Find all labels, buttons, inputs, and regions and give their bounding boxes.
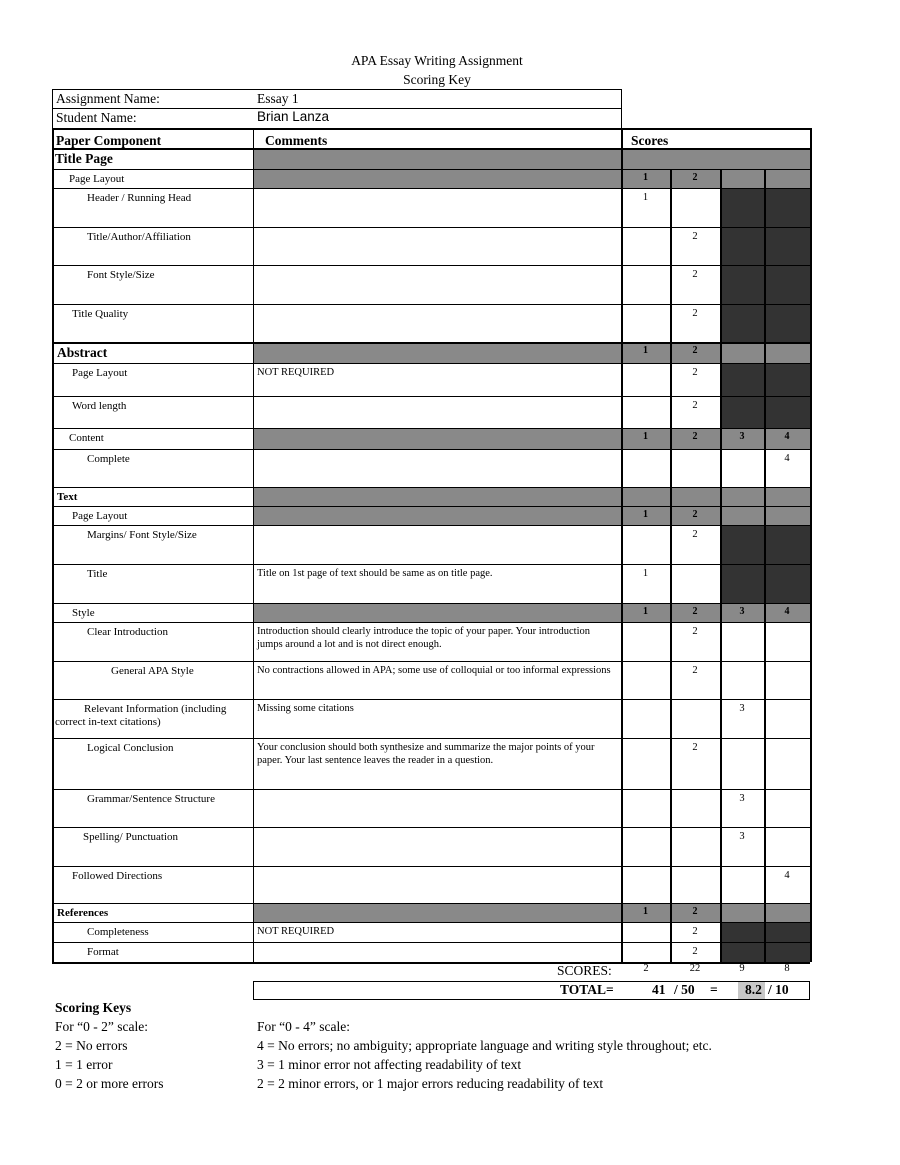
score-scale-number: 1 (643, 345, 648, 356)
score-scale-number: 4 (784, 606, 790, 617)
component-label: Font Style/Size (87, 269, 155, 281)
component-label: Margins/ Font Style/Size (87, 529, 197, 541)
score-scale-number: 4 (784, 431, 790, 442)
column-divider (52, 128, 54, 962)
row-score: 2 (692, 946, 698, 957)
score-scale-number: 3 (739, 431, 745, 442)
row-divider (52, 827, 810, 828)
column-header-comments: Comments (265, 133, 328, 148)
row-score: 2 (692, 742, 698, 753)
component-label: Followed Directions (72, 870, 163, 882)
section-band (253, 169, 810, 188)
score-column-divider (764, 169, 766, 962)
scaled-value: 8.2 (745, 982, 762, 997)
row-divider (52, 564, 810, 565)
na-cell (764, 942, 810, 962)
row-divider (52, 188, 810, 189)
section-heading: Title Page (55, 151, 113, 166)
student-name-value: Brian Lanza (257, 109, 330, 124)
row-divider (52, 487, 810, 488)
score-total-col-2: 22 (689, 963, 701, 974)
component-label: Title (87, 568, 108, 580)
component-label: General APA Style (111, 665, 194, 677)
score-scale-number: 1 (643, 906, 648, 917)
total-equals: = (710, 982, 718, 997)
component-label: Word length (72, 400, 127, 412)
row-divider (52, 169, 810, 170)
score-scale-number: 2 (692, 906, 698, 917)
row-comment: Your conclusion should both synthesize and summarize the major points of your paper. Your last sentence leaves the reader in a question. (257, 742, 595, 766)
row-divider (52, 304, 810, 305)
score-total-col-3: 9 (739, 963, 745, 974)
na-cell (720, 363, 764, 396)
row-divider (52, 603, 810, 604)
row-divider (52, 866, 810, 867)
row-divider (52, 738, 810, 739)
na-cell (764, 922, 810, 942)
score-scale-number: 1 (643, 509, 648, 520)
row-comment: Missing some citations (257, 703, 354, 714)
total-label: TOTAL= (560, 982, 614, 997)
row-score: 4 (784, 453, 790, 464)
na-cell (720, 265, 764, 304)
component-label: Format (87, 946, 119, 958)
assignment-name-label: Assignment Name: (56, 91, 160, 106)
row-comment: No contractions allowed in APA; some use of colloquial or too informal expressions (257, 665, 611, 676)
na-cell (764, 363, 810, 396)
component-label: Grammar/Sentence Structure (87, 793, 215, 805)
component-label: Logical Conclusion (87, 742, 174, 754)
row-comment: NOT REQUIRED (257, 926, 335, 937)
row-comment: Introduction should clearly introduce the topic of your paper. Your introduction jumps around a lot and is not direct enough. (257, 626, 591, 650)
row-score: 2 (692, 269, 698, 280)
scale-4-line: 3 = 1 minor error not affecting readability of text (257, 1057, 522, 1072)
na-cell (764, 227, 810, 265)
scale-2-line: 0 = 2 or more errors (55, 1076, 164, 1091)
score-scale-number: 2 (692, 345, 698, 356)
component-label: Header / Running Head (87, 192, 192, 204)
component-label: Title Quality (72, 308, 129, 320)
na-cell (764, 188, 810, 227)
section-band (253, 487, 810, 506)
scale-4-line: 4 = No errors; no ambiguity; appropriate language and writing style throughout; etc. (257, 1038, 712, 1053)
na-cell (764, 564, 810, 603)
row-divider (52, 942, 810, 943)
na-cell (720, 942, 764, 962)
row-score: 2 (692, 400, 698, 411)
row-divider (52, 265, 810, 266)
row-divider (52, 903, 810, 904)
assignment-name-value: Essay 1 (257, 91, 299, 106)
na-cell (764, 525, 810, 564)
row-divider (52, 449, 810, 450)
score-scale-number: 2 (692, 431, 698, 442)
na-cell (720, 396, 764, 428)
column-divider (621, 128, 623, 962)
score-column-divider (670, 169, 672, 962)
row-divider (52, 622, 810, 623)
row-divider (52, 699, 810, 700)
component-label: Completeness (87, 926, 149, 938)
row-score: 1 (642, 568, 649, 579)
row-divider (52, 922, 810, 923)
component-label: Complete (87, 453, 130, 465)
section-heading: Abstract (57, 345, 108, 360)
section-heading: Content (69, 432, 104, 444)
row-divider (52, 363, 810, 364)
column-divider (810, 128, 812, 962)
section-heading: Text (57, 491, 78, 503)
score-total-col-4: 8 (784, 963, 790, 974)
score-scale-number: 2 (692, 172, 698, 183)
score-scale-number: 3 (739, 606, 745, 617)
row-comment: NOT REQUIRED (257, 367, 335, 378)
score-total-col-1: 2 (643, 963, 649, 974)
row-divider (52, 396, 810, 397)
document-subtitle: Scoring Key (403, 72, 471, 87)
score-scale-number: 2 (692, 509, 698, 520)
section-heading: Page Layout (69, 173, 125, 185)
na-cell (720, 525, 764, 564)
row-score: 3 (739, 793, 745, 804)
row-score: 2 (692, 529, 698, 540)
na-cell (764, 396, 810, 428)
total-max: / 50 (674, 982, 695, 997)
document-title: APA Essay Writing Assignment (351, 53, 523, 68)
row-divider (52, 148, 810, 150)
total-value: 41 (652, 982, 666, 997)
scoring-keys-heading: Scoring Keys (55, 1000, 132, 1015)
na-cell (720, 188, 764, 227)
row-comment: Title on 1st page of text should be same as on title page. (257, 568, 493, 579)
component-label: Spelling/ Punctuation (83, 831, 179, 843)
section-band (253, 903, 810, 922)
scale-2-line: 1 = 1 error (55, 1057, 113, 1072)
section-heading: Page Layout (72, 510, 128, 522)
na-cell (764, 304, 810, 342)
component-label: Title/Author/Affiliation (87, 231, 191, 243)
row-divider (52, 428, 810, 429)
score-scale-number: 2 (692, 606, 698, 617)
na-cell (720, 304, 764, 342)
section-band (253, 506, 810, 525)
component-label: Clear Introduction (87, 626, 168, 638)
column-divider (253, 128, 254, 962)
score-scale-number: 1 (643, 606, 648, 617)
row-divider (52, 789, 810, 790)
scores-label: SCORES: (557, 963, 612, 978)
component-label: Page Layout (72, 367, 128, 379)
row-score: 3 (739, 831, 745, 842)
na-cell (764, 265, 810, 304)
column-header-scores: Scores (631, 133, 669, 148)
row-score: 2 (692, 308, 698, 319)
row-divider (52, 661, 810, 662)
row-score: 2 (692, 626, 698, 637)
row-score: 1 (642, 192, 649, 203)
row-divider (52, 506, 810, 507)
section-heading: Style (72, 607, 95, 619)
component-label: Relevant Information (including correct in-text citations) (55, 703, 227, 728)
scale-4-label: For “0 - 4” scale: (257, 1019, 350, 1034)
row-divider (52, 342, 810, 344)
score-scale-number: 1 (643, 431, 648, 442)
row-score: 2 (692, 231, 698, 242)
section-heading: References (57, 907, 109, 919)
na-cell (720, 922, 764, 942)
table-top-border (52, 128, 810, 130)
scale-2-label: For “0 - 2” scale: (55, 1019, 148, 1034)
row-score: 3 (739, 703, 745, 714)
row-score: 4 (784, 870, 790, 881)
student-name-label: Student Name: (56, 110, 137, 125)
section-band (253, 342, 810, 363)
scale-4-line: 2 = 2 minor errors, or 1 major errors reducing readability of text (257, 1076, 604, 1091)
row-score: 2 (692, 367, 698, 378)
na-cell (720, 227, 764, 265)
row-divider (52, 227, 810, 228)
row-divider (52, 525, 810, 526)
score-scale-number: 1 (643, 172, 648, 183)
column-header-component: Paper Component (56, 133, 162, 148)
row-score: 2 (692, 665, 698, 676)
scale-2-line: 2 = No errors (55, 1038, 128, 1053)
scaled-max: / 10 (768, 982, 789, 997)
na-cell (720, 564, 764, 603)
score-column-divider (720, 169, 722, 962)
row-score: 2 (692, 926, 698, 937)
section-band (253, 148, 810, 169)
